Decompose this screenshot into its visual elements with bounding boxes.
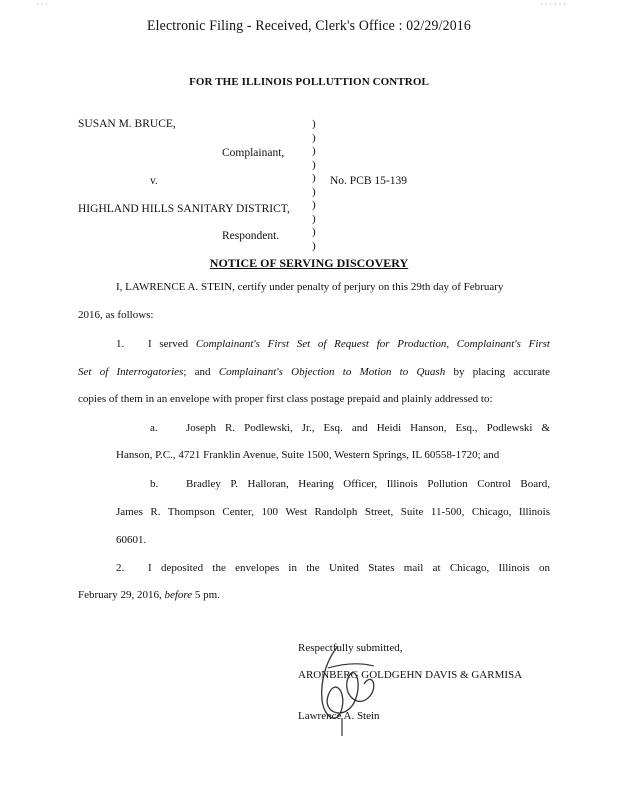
item-2-number: 2.	[116, 562, 125, 574]
item-1b-letter: b.	[150, 478, 159, 490]
item-2-text-end: 5 pm.	[192, 589, 220, 601]
item-1-line-1	[148, 338, 550, 350]
caption-paren: )	[312, 158, 316, 171]
item-1a-line-2: Hanson, P.C., 4721 Franklin Avenue, Suite 1500, Western Springs, IL 60558-1720; and	[116, 449, 500, 461]
closing: Respectfully submitted,	[298, 642, 403, 654]
caption-paren: )	[312, 212, 316, 225]
notice-title: NOTICE OF SERVING DISCOVERY	[209, 256, 409, 270]
court-title: FOR THE ILLINOIS POLLUTTION CONTROL	[189, 76, 429, 88]
item-1b-line-1: Bradley P. Halloran, Hearing Officer, Illinois Pollution Control Board,	[186, 478, 550, 490]
item-1b-line-2: James R. Thompson Center, 100 West Randolph Street, Suite 11-500, Chicago, Illinois	[116, 506, 550, 518]
caption-paren: )	[312, 131, 316, 144]
caption-paren: )	[312, 226, 316, 238]
caption-paren: )	[312, 239, 316, 252]
item-1-doc-title-2: Set of Interrogatories	[78, 366, 184, 378]
respondent-name: HIGHLAND HILLS SANITARY DISTRICT,	[78, 203, 290, 215]
item-1-text-2: ; and	[183, 366, 219, 378]
item-1a-line-1: Joseph R. Podlewski, Jr., Esq. and Heidi Hanson, Esq., Podlewski &	[186, 422, 550, 434]
caption-paren: )	[312, 172, 316, 184]
item-1-doc-title: Complainant's First Set of Request for Production, Complainant's First	[195, 338, 550, 350]
signature-stroke	[322, 646, 374, 718]
filing-stamp: Electronic Filing - Received, Clerk's Office : 02/29/2016	[147, 18, 471, 34]
caption-divider	[312, 118, 316, 253]
respondent-role: Respondent.	[222, 230, 280, 242]
caption-paren: )	[312, 185, 316, 198]
intro-line-1: I, LAWRENCE A. STEIN, certify under penalty of perjury on this 29th day of February	[116, 281, 504, 293]
item-1-number: 1.	[116, 338, 125, 350]
item-1-text: I served	[148, 338, 196, 350]
handwritten-signature	[298, 638, 388, 738]
item-1-text-3: by placing accurate	[445, 366, 550, 378]
caption-paren: )	[312, 118, 316, 130]
case-number: No. PCB 15-139	[330, 175, 407, 187]
signer-name: Lawrence A. Stein	[298, 710, 380, 722]
caption-paren: )	[312, 145, 316, 157]
complainant-name: SUSAN M. BRUCE,	[78, 118, 176, 130]
item-2-line-1: I deposited the envelopes in the United States mail at Chicago, Illinois on	[148, 562, 550, 574]
item-1-line-3: copies of them in an envelope with proper first class postage prepaid and plainly addressed to:	[78, 393, 493, 405]
versus-label: v.	[150, 175, 158, 187]
item-2-line-2	[78, 589, 220, 601]
complainant-role: Complainant,	[222, 147, 285, 159]
scan-mark-left: · · ·	[36, 0, 48, 9]
item-1a-letter: a.	[150, 422, 158, 434]
intro-line-2: 2016, as follows:	[78, 309, 154, 321]
item-1-doc-title-3: Complainant's Objection to Motion to Quash	[218, 366, 446, 378]
scan-mark-right: · · · · · ·	[540, 0, 566, 9]
item-1-line-2	[78, 366, 550, 378]
item-2-emphasis: before	[164, 589, 193, 601]
item-2-text: February 29, 2016,	[78, 589, 165, 601]
firm-name: ARONBERG GOLDGEHN DAVIS & GARMISA	[298, 669, 523, 681]
signature-stroke	[328, 664, 374, 668]
item-1b-line-3: 60601.	[116, 534, 147, 546]
caption-paren: )	[312, 199, 316, 211]
